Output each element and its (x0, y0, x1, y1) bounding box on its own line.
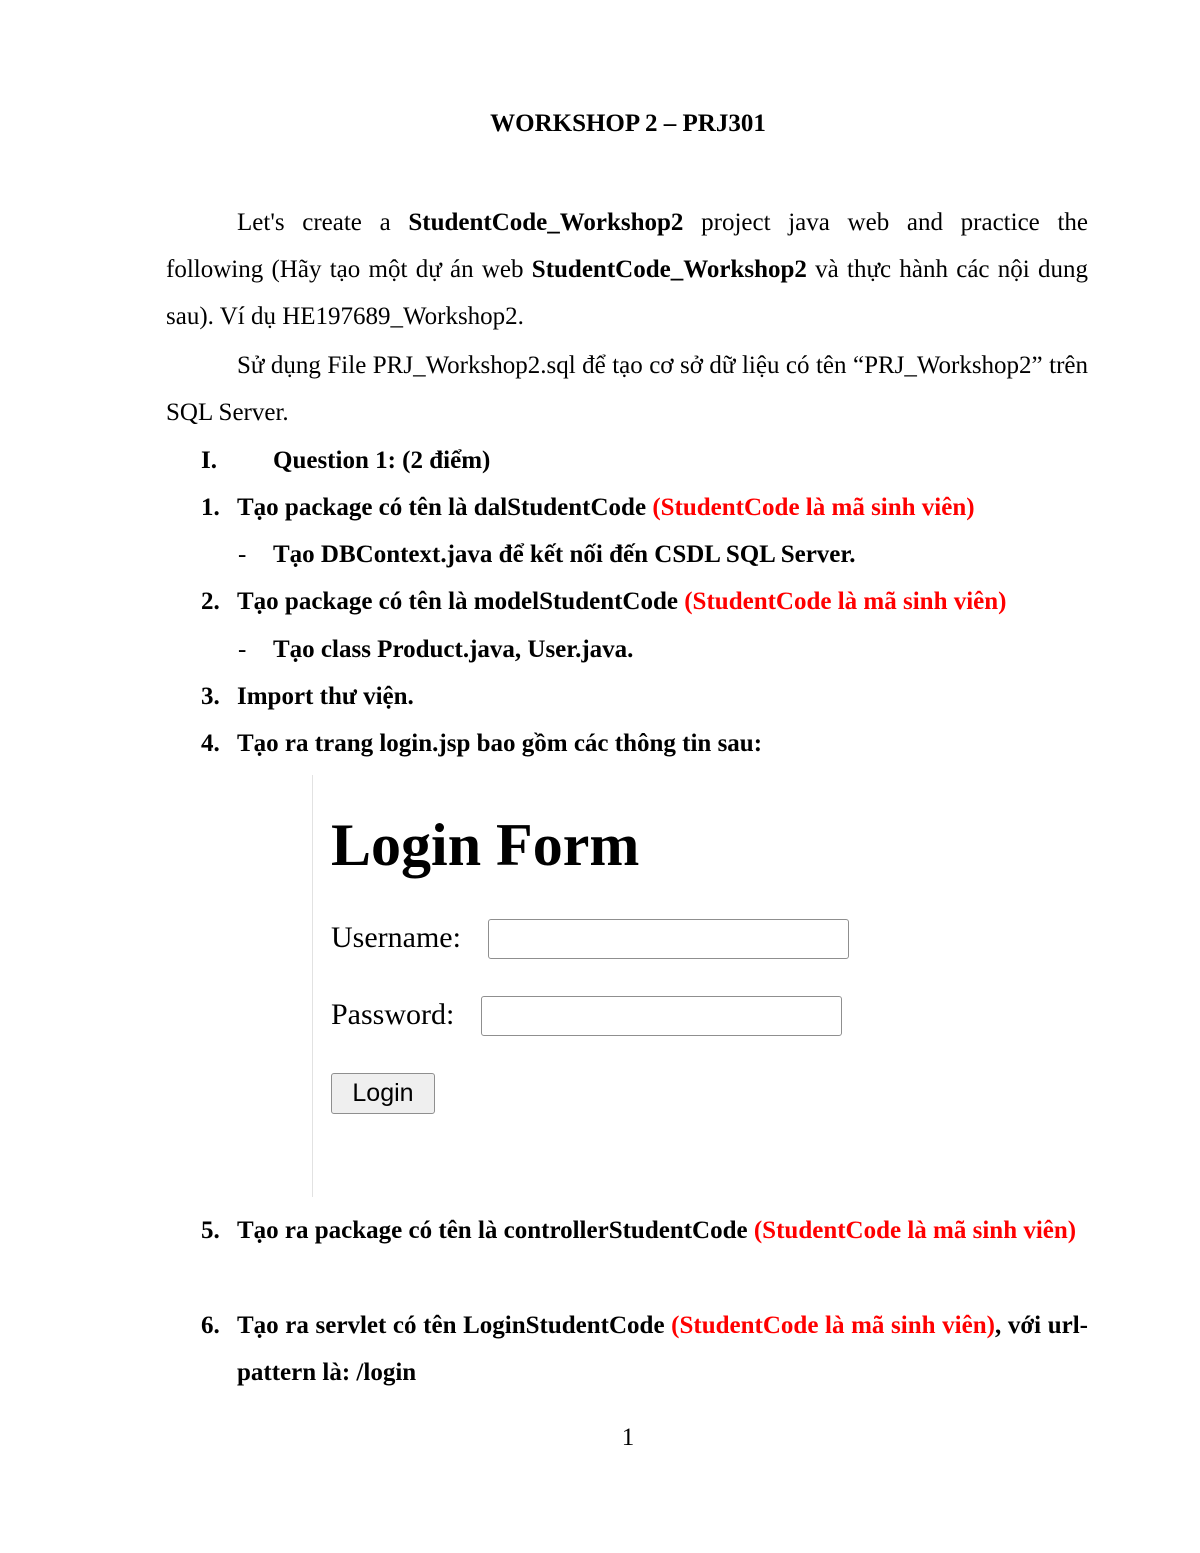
item-number: 1. (201, 494, 220, 521)
page-number: 1 (621, 1424, 635, 1451)
sub-item-text: Tạo DBContext.java để kết nối đến CSDL SQL Server. (273, 541, 856, 568)
project-name-1: StudentCode_Workshop2 (408, 209, 684, 236)
item-tail: , với url-pattern là: /login (237, 1312, 1088, 1386)
item-text: Tạo ra servlet có tên LoginStudentCode (237, 1312, 672, 1339)
item-note: (StudentCode là mã sinh viên) (652, 494, 975, 521)
item-text: Tạo ra package có tên là controllerStudentCode (237, 1217, 754, 1244)
item-number: 4. (201, 730, 220, 757)
item-text: Tạo package có tên là dalStudentCode (237, 494, 653, 521)
item-note: (StudentCode là mã sinh viên) (753, 1217, 1077, 1244)
login-form-screenshot (312, 775, 913, 1197)
sql-text: Sử dụng File PRJ_Workshop2.sql để tạo cơ sở dữ liệu có tên “PRJ_Workshop2” trên SQL Server. (166, 352, 1088, 426)
item-text: Tạo ra trang login.jsp bao gồm các thông tin sau: (237, 730, 763, 757)
document-title: WORKSHOP 2 – PRJ301 (490, 110, 766, 137)
item-text: Tạo package có tên là modelStudentCode (237, 588, 685, 615)
item-number: 5. (201, 1217, 220, 1244)
intro-text-3: và thực hành các nội dung sau). Ví dụ HE197689_Workshop2. (166, 256, 1088, 330)
intro-paragraph (166, 199, 1088, 340)
sub-item-dash: - (238, 541, 247, 568)
item-number: 6. (201, 1312, 220, 1339)
login-button[interactable]: Login (331, 1073, 435, 1114)
section-roman: I. (201, 447, 217, 474)
username-input[interactable] (488, 919, 849, 959)
login-form-heading: Login Form (331, 812, 640, 878)
intro-text-1: Let's create a (237, 209, 409, 236)
username-label: Username: (331, 921, 461, 954)
item-text: Import thư viện. (237, 683, 414, 710)
item-number: 3. (201, 683, 220, 710)
section-label: Question 1: (2 điểm) (273, 447, 491, 474)
password-label: Password: (331, 998, 455, 1031)
item-5-text (237, 1207, 1088, 1254)
intro-text-2: project java web and practice the following (Hãy tạo một dự án web (166, 209, 1088, 283)
sql-paragraph (166, 342, 1088, 436)
password-input[interactable] (481, 996, 842, 1036)
sub-item-text: Tạo class Product.java, User.java. (273, 636, 634, 663)
item-6-text (237, 1302, 1088, 1396)
item-number: 2. (201, 588, 220, 615)
sub-item-dash: - (238, 636, 247, 663)
item-note: (StudentCode là mã sinh viên) (684, 588, 1007, 615)
item-note: (StudentCode là mã sinh viên) (671, 1312, 995, 1339)
project-name-2: StudentCode_Workshop2 (531, 256, 807, 283)
